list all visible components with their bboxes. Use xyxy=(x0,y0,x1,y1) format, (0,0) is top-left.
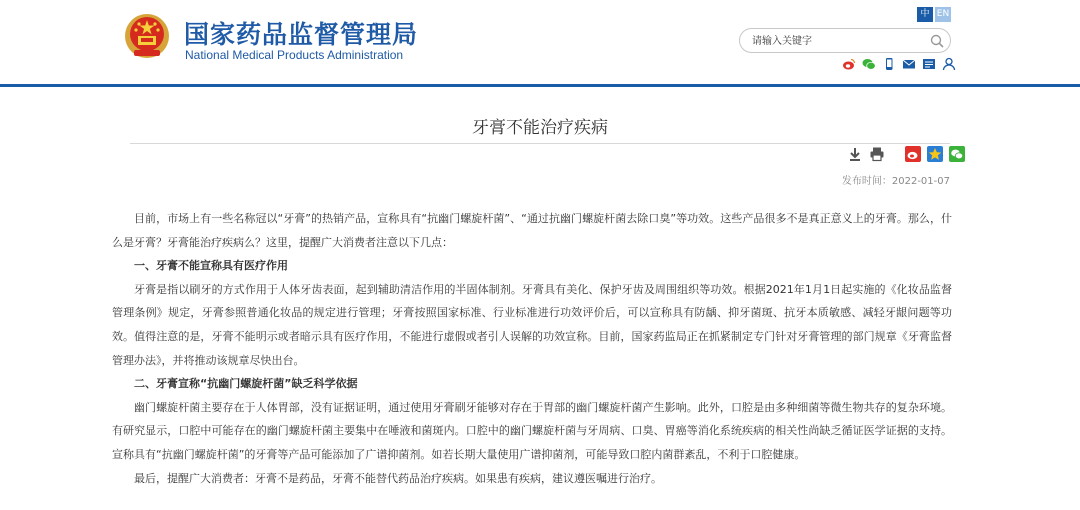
search-icon[interactable] xyxy=(930,34,944,48)
article-body xyxy=(112,207,952,490)
user-icon[interactable] xyxy=(942,57,956,71)
lang-zh-button[interactable]: 中 xyxy=(917,7,933,22)
article-tools xyxy=(847,146,965,162)
favorite-star-icon[interactable] xyxy=(927,146,943,162)
site-header xyxy=(0,0,1080,84)
paragraph-conclusion: 最后，提醒广大消费者：牙膏不是药品，牙膏不能替代药品治疗疾病。如果患有疾病，建议遵医嘱进行治疗。 xyxy=(134,471,662,485)
download-icon[interactable] xyxy=(847,146,863,162)
mobile-icon[interactable] xyxy=(882,57,896,71)
search-box xyxy=(739,28,951,53)
header-divider-bar xyxy=(0,84,1080,87)
title-divider xyxy=(130,143,950,144)
publish-date-value: 2022-01-07 xyxy=(891,176,950,187)
lang-en-button[interactable]: EN xyxy=(935,7,951,22)
paragraph-2: 幽门螺旋杆菌主要存在于人体胃部，没有证据证明，通过使用牙膏刷牙能够对存在于胃部的幽门螺旋杆菌产生影响。此外，口腔是由多种细菌等微生物共存的复杂环境。有研究显示，口腔中可能存在的幽门螺旋杆菌主要集中在唾液和菌斑内。口腔中的幽门螺旋杆菌与牙周病、口臭、胃癌等消化系统疾病的相关性尚缺乏循证医学证据的支持。宣称具有“抗幽门螺旋杆菌”的牙膏等产品可能添加了广谱抑菌剂。如若长期大量使用广谱抑菌剂，可能导致口腔内菌群紊乱，不利于口腔健康。 xyxy=(112,400,952,461)
language-switch xyxy=(917,7,951,22)
rss-icon[interactable] xyxy=(922,57,936,71)
paragraph-intro: 目前，市场上有一些名称冠以“牙膏”的热销产品，宣称具有“抗幽门螺旋杆菌”、“通过抗幽门螺旋杆菌去除口臭”等功效。这些产品很多不是真正意义上的牙膏。那么，什么是牙膏？牙膏能治疗疾病么？这里，提醒广大消费者注意以下几点： xyxy=(112,212,952,249)
print-icon[interactable] xyxy=(869,146,885,162)
section-heading-1: 一、牙膏不能宣称具有医疗作用 xyxy=(134,259,288,273)
share-weibo-icon[interactable] xyxy=(905,146,921,162)
publish-date xyxy=(842,172,950,187)
social-icons xyxy=(842,57,956,71)
article-title: 牙膏不能治疗疾病 xyxy=(472,118,608,138)
share-wechat-icon[interactable] xyxy=(949,146,965,162)
paragraph-1: 牙膏是指以刷牙的方式作用于人体牙齿表面，起到辅助清洁作用的半固体制剂。牙膏具有美化、保护牙齿及周围组织等功效。根据2021年1月1日起实施的《化妆品监督管理条例》规定，牙膏参照普通化妆品的规定进行管理；牙膏按照国家标准、行业标准进行功效评价后，可以宣称具有防龋、抑牙菌斑、抗牙本质敏感、减轻牙龈问题等功效。值得注意的是，牙膏不能明示或者暗示具有医疗作用，不能进行虚假或者引人误解的功效宣称。目前，国家药监局正在抓紧制定专门针对牙膏管理的部门规章《牙膏监督管理办法》，并将推动该规章尽快出台。 xyxy=(112,282,952,367)
national-emblem-icon[interactable] xyxy=(122,12,172,62)
section-heading-2: 二、牙膏宣称“抗幽门螺旋杆菌”缺乏科学依据 xyxy=(134,377,358,391)
site-name-cn[interactable]: 国家药品监督管理局 xyxy=(184,20,419,49)
email-icon[interactable] xyxy=(902,57,916,71)
search-input[interactable] xyxy=(752,33,922,49)
site-name-en[interactable]: National Medical Products Administration xyxy=(185,48,404,62)
wechat-icon[interactable] xyxy=(862,57,876,71)
publish-date-label: 发布时间： xyxy=(841,176,892,187)
weibo-icon[interactable] xyxy=(842,57,856,71)
